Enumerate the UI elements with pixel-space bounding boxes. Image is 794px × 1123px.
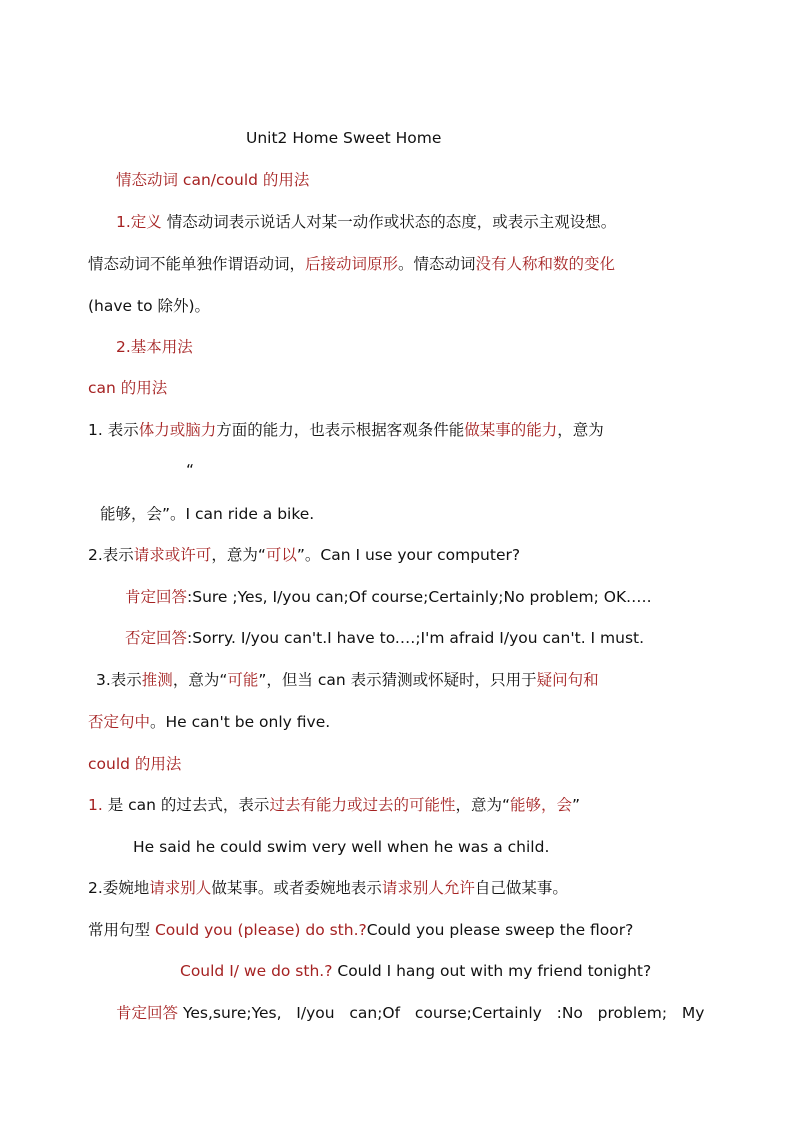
could-yes-label: 肯定回答 (116, 1004, 179, 1022)
could-p1d: ，意为“ (455, 796, 510, 814)
could-heading: could 的用法 (88, 755, 182, 773)
can-yes-text: :Sure ;Yes, I/you can;Of course;Certainly;No problem; OK.…. (187, 588, 652, 606)
definition-line-2 (88, 254, 615, 274)
could-point-2 (88, 878, 568, 898)
doc-title: Unit2 Home Sweet Home (246, 129, 442, 147)
can-p3b: 推测 (141, 671, 173, 689)
can-p3h: 。He can't be only five. (150, 713, 331, 731)
can-p1c: 方面的能力，也表示根据客观条件能 (216, 421, 465, 439)
could-p2b: 请求别人 (149, 879, 212, 897)
can-p1e: ，意为 (557, 421, 604, 439)
definition-text-1: 情态动词表示说话人对某一动作或状态的态度，或表示主观设想。 (161, 213, 617, 231)
could-pattern2-example: Could I hang out with my friend tonight? (332, 962, 652, 980)
can-affirmative (125, 587, 652, 607)
can-point-2 (88, 545, 520, 565)
can-p2d: 可以 (265, 546, 297, 564)
can-p1a: 1. 表示 (88, 421, 139, 439)
definition-line-3: (have to 除外)。 (88, 297, 211, 315)
can-p2c: ，意为“ (211, 546, 266, 564)
could-pattern-2 (180, 961, 651, 981)
can-p2b: 请求或许可 (133, 546, 212, 564)
can-yes-label: 肯定回答 (125, 588, 188, 606)
could-pattern2: Could I/ we do sth.? (180, 962, 333, 980)
could-p2c: 做某事。或者委婉地表示 (211, 879, 382, 897)
can-p2e: ”。Can I use your computer? (296, 546, 521, 564)
could-yes-text: Yes,sure;Yes, I/you can;Of course;Certainly :No problem; My (178, 1004, 705, 1022)
could-pattern1: Could you (please) do sth.? (154, 921, 367, 939)
section-heading: 情态动词 can/could 的用法 (116, 171, 310, 189)
could-p2a: 2.委婉地 (88, 879, 150, 897)
can-p3f: 疑问句和 (536, 671, 599, 689)
can-p3c: ，意为“ (172, 671, 228, 689)
could-affirmative (116, 1003, 704, 1023)
definition-text-2a: 情态动词不能单独作谓语动词， (88, 255, 306, 273)
can-point-1 (88, 420, 604, 440)
can-no-label: 否定回答 (125, 629, 188, 647)
could-example: He said he could swim very well when he was a child. (133, 838, 550, 856)
can-heading: can 的用法 (88, 379, 168, 397)
can-point-3 (96, 670, 599, 690)
can-point-1-quote: “ (186, 461, 195, 479)
definition-line-1 (116, 212, 616, 232)
could-point-1 (88, 795, 580, 815)
can-point-1-cont: 能够，会”。I can ride a bike. (100, 505, 315, 523)
basic-usage-heading: 2.基本用法 (116, 338, 193, 356)
can-p1b: 体力或脑力 (138, 421, 217, 439)
could-p1b: 是 can 的过去式，表示 (102, 796, 270, 814)
could-p2d: 请求别人允许 (381, 879, 475, 897)
definition-text-2b: 后接动词原形 (305, 255, 399, 273)
definition-label: 1.定义 (116, 213, 162, 231)
could-p2e: 自己做某事。 (474, 879, 568, 897)
definition-text-2c: 。情态动词 (398, 255, 476, 273)
could-p1a: 1. (88, 796, 103, 814)
can-negative (125, 628, 644, 648)
could-pattern1-example: Could you please sweep the floor? (366, 921, 634, 939)
can-point-3-cont (88, 712, 330, 732)
could-pattern-1 (88, 920, 633, 940)
definition-text-2d: 没有人称和数的变化 (475, 255, 616, 273)
can-p3a: 3.表示 (96, 671, 142, 689)
could-p1f: ” (572, 796, 581, 814)
could-p1e: 能够，会 (509, 796, 572, 814)
could-p1c: 过去有能力或过去的可能性 (269, 796, 456, 814)
can-p3d: 可能 (227, 671, 259, 689)
can-p1d: 做某事的能力 (464, 421, 558, 439)
can-p3g: 否定句中 (88, 713, 151, 731)
can-p2a: 2.表示 (88, 546, 134, 564)
can-p3e: ”，但当 can 表示猜测或怀疑时，只用于 (258, 671, 537, 689)
could-pattern-label: 常用句型 (88, 921, 155, 939)
can-no-text: :Sorry. I/you can't.I have to.…;I'm afraid I/you can't. I must. (187, 629, 645, 647)
